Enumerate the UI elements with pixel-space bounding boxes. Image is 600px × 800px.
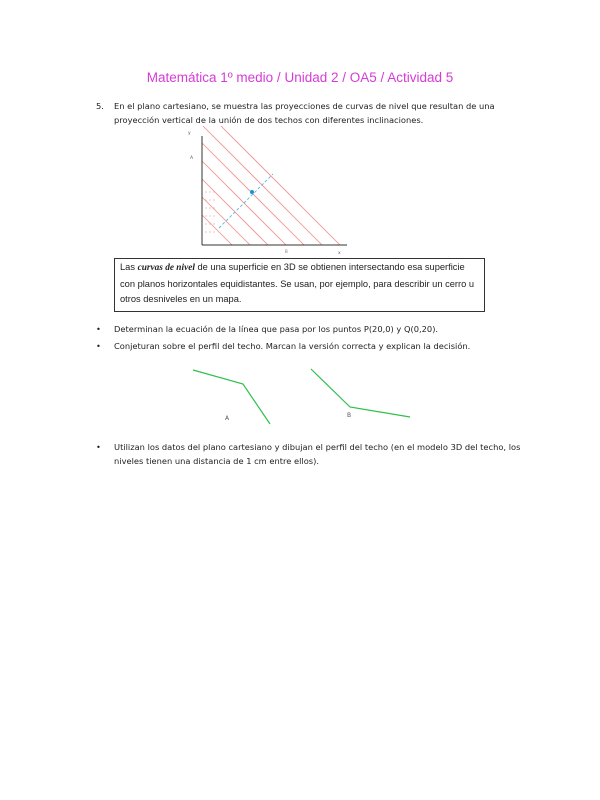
cartesian-plane-figure bbox=[185, 126, 360, 256]
diagonal-point bbox=[250, 190, 254, 194]
roof-profile-b bbox=[305, 362, 415, 422]
y-axis-mark: A bbox=[190, 156, 194, 161]
definition-prefix: Las bbox=[120, 262, 138, 272]
definition-term: curvas de nivel bbox=[137, 263, 195, 273]
bullet-symbol: • bbox=[96, 324, 101, 334]
level-curve-line bbox=[202, 126, 340, 245]
bullet-text: Utilizan los datos del plano cartesiano y dibujan el perfil del techo (en el modelo 3D del techo, los niveles tienen una distancia de 1 cm entre ellos). bbox=[114, 442, 521, 466]
bullet-text: Determinan la ecuación de la línea que pasa por los puntos P(20,0) y Q(0,20). bbox=[114, 324, 439, 334]
definition-text: de una superficie en 3D se obtienen intersectando esa superficie con planos horizontales equidistantes. Se usan, por ejemplo, para describir un cerro u otros desniveles en un mapa. bbox=[120, 262, 475, 304]
bullet-list-2 bbox=[96, 440, 526, 471]
exercise-5-statement: En el plano cartesiano, se muestra las proyecciones de curvas de nivel que resultan de una proyección vertical de la unión de dos techos con diferentes inclinaciones. bbox=[114, 101, 495, 125]
bullet-text: Conjeturan sobre el perfil del techo. Marcan la versión correcta y explican la decisión. bbox=[114, 341, 471, 351]
x-axis-mark: B bbox=[285, 249, 288, 254]
profile-a-label: A bbox=[225, 415, 230, 422]
bullet-list bbox=[96, 322, 526, 356]
page-title: Matemática 1º medio / Unidad 2 / OA5 / Actividad 5 bbox=[146, 70, 454, 85]
roof-profile-a bbox=[190, 362, 280, 432]
profile-b-label: B bbox=[347, 412, 352, 419]
bullet-symbol: • bbox=[96, 341, 101, 351]
bullet-item bbox=[96, 339, 526, 353]
y-axis-label: y bbox=[188, 131, 191, 136]
diagonal-dashed-line bbox=[219, 174, 273, 228]
profile-a-line bbox=[193, 370, 270, 424]
x-axis-label: x bbox=[338, 251, 341, 256]
exercise-number: 5. bbox=[96, 101, 104, 111]
bullet-symbol: • bbox=[96, 442, 101, 452]
profile-b-line bbox=[311, 369, 410, 417]
bullet-item bbox=[96, 322, 526, 336]
definition-box bbox=[114, 258, 485, 312]
bullet-item bbox=[96, 440, 526, 468]
exercise-5 bbox=[96, 99, 526, 127]
level-curve-line bbox=[202, 197, 250, 245]
level-curves bbox=[202, 126, 340, 245]
